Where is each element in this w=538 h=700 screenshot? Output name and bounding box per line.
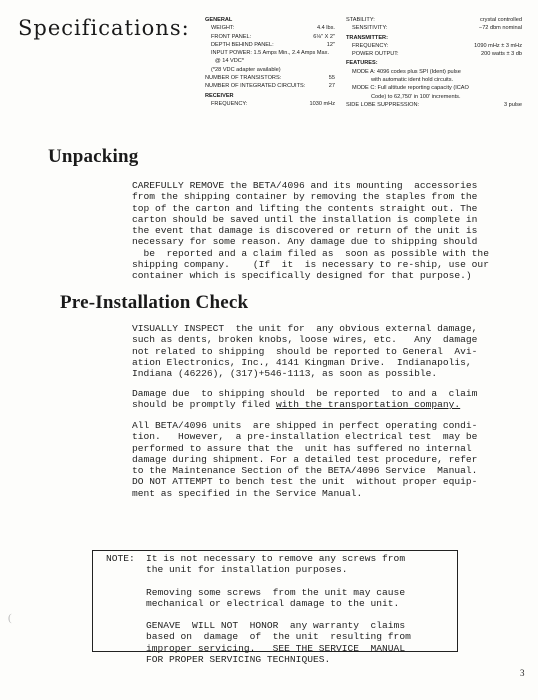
spec-value: 1030 mHz [309,100,335,107]
specifications-right-column [346,16,522,109]
spec-label: FREQUENCY: [352,42,389,49]
spec-row [205,33,335,41]
paragraph-line: ation Electronics, Inc., 4141 Kingman Drive. Indianapolis, [132,356,472,368]
spec-value: 55 [328,75,335,82]
paragraph-line: All BETA/4096 units are shipped in perfect operating condi- [132,420,478,431]
spec-label: SENSITIVITY: [352,25,388,32]
note-line: FOR PROPER SERVICING TECHNIQUES. [146,654,331,666]
spec-label: TRANSMITTER: [346,34,388,41]
spec-label: SIDE LOBE SUPPRESSION: [346,101,420,108]
paragraph-line: ment as specified in the Service Manual. [132,487,363,499]
spec-row [205,66,335,74]
paragraph-line: tion. However, a pre-installation electrical test may be [132,431,478,443]
spec-row [346,59,522,67]
paragraph-line: such as dents, broken knobs, loose wires, etc. Any damage [132,334,478,346]
spec-label: FREQUENCY: [211,100,248,107]
spec-value: 12" [326,41,335,48]
spec-label: (*28 VDC adapter available) [211,66,281,73]
spec-row [205,49,335,57]
note-line: mechanical or electrical damage to the unit. [146,597,400,609]
note-paragraph [146,587,411,610]
page-number: 3 [520,668,525,678]
spec-label: @ 14 VDC* [215,58,244,65]
spec-value: 200 watts ± 3 db [480,51,522,58]
paragraph-line [132,399,477,410]
spec-label: FRONT PANEL: [211,33,252,40]
spec-value: crystal controlled [480,17,522,23]
note-line: It is not necessary to remove any screws from [146,553,406,564]
spec-row [205,57,335,65]
note-paragraph [146,620,411,665]
spec-value: 4.4 lbs. [316,25,335,32]
note-label: NOTE: [106,553,135,564]
spec-row [346,50,522,58]
spec-row [205,82,335,90]
specifications-left-column [205,16,335,108]
spec-value: −72 dbm nominal [478,25,522,32]
note-paragraph [146,553,411,576]
spec-row [346,68,522,76]
spec-label: MODE C: Full altitude reporting capacity (ICAO [352,85,469,92]
paragraph-line: container which is specifically designed for that purpose.) [132,270,472,282]
paragraph-line: the event that damage is discovered or return of the unit is [132,225,478,237]
unpacking-heading: Unpacking [48,146,139,167]
note-line: the unit for installation purposes. [146,564,348,576]
spec-label: FEATURES: [346,60,378,67]
paragraph-line: be reported and a claim filed as soon as possible with the [132,247,489,259]
paragraph-line: carton should be saved until the installation is complete in [132,213,478,225]
spec-label: WEIGHT: [211,25,235,32]
spec-row [346,34,522,42]
paragraph-line: Indiana (46226), (317)+546-1113, as soon as possible. [132,368,438,380]
spec-row [346,101,522,109]
unpacking-paragraph [132,180,489,282]
spec-row [346,24,522,32]
specifications-title: Specifications: [18,16,190,40]
note-content [106,553,446,665]
note-body [146,553,411,665]
note-line: based on damage of the unit resulting from [146,631,411,643]
spec-row [205,100,335,108]
spec-value: 1090 mHz ± 3 mHz [474,42,522,49]
paragraph-line: damage during shipment. For a detailed test procedure, refer [132,453,478,465]
paragraph-line: CAREFULLY REMOVE the BETA/4096 and its mounting accessories [132,180,478,191]
spec-row [346,16,522,24]
paragraph-line: from the shipping container by removing the staples from the [132,191,478,203]
underlined-text: with the transportation company. [275,399,461,411]
spec-row [205,74,335,82]
pre-installation-paragraph-1 [132,323,477,379]
spec-label: DEPTH BEHIND PANEL: [211,41,274,48]
paragraph-line: top of the carton and lifting the contents straight out. The [132,202,478,214]
paragraph-line: to the Maintenance Section of the BETA/4096 Service Manual. [132,465,478,477]
spec-label: Code) to 62,750' in 100' increments. [371,93,461,100]
spec-label: NUMBER OF TRANSISTORS: [205,75,282,82]
paragraph-line: performed to assure that the unit has suffered no internal [132,442,472,454]
spec-row [205,41,335,49]
spec-label: GENERAL [205,17,233,23]
pre-installation-heading: Pre-Installation Check [60,292,249,313]
note-line: Removing some screws from the unit may cause [146,586,406,598]
spec-label: MODE A: 4096 codes plus SPI (Ident) pulse [352,68,461,75]
spec-value: 27 [328,83,335,90]
spec-label: with automatic ident hold circuits. [371,77,454,84]
pre-installation-paragraph-3 [132,420,477,499]
spec-label: STABILITY: [346,17,375,23]
paragraph-text: should be promptly filed [132,399,276,411]
paragraph-line: not related to shipping should be reported to General Avi- [132,345,478,357]
spec-value: 6⅛" X 2" [313,33,335,40]
spec-label: NUMBER OF INTEGRATED CIRCUITS: [205,83,306,90]
paragraph-line: necessary for some reason. Any damage due to shipping should [132,236,478,248]
spec-row [205,92,335,100]
spec-label: RECEIVER [205,92,234,99]
pre-installation-paragraph-2 [132,388,477,411]
spec-row [205,24,335,32]
spec-label: INPUT POWER: 1.5 Amps Min., 2.4 Amps Max. [211,50,330,57]
spec-row [346,84,522,92]
margin-mark: ( [8,612,12,624]
spec-row [346,76,522,84]
spec-row [346,42,522,50]
spec-value: 3 pulse [503,101,522,108]
paragraph-line: DO NOT ATTEMPT to bench test the unit without proper equip- [132,476,478,488]
paragraph-line: shipping company. (If it is necessary to re-ship, use our [132,259,489,271]
note-line: GENAVE WILL NOT HONOR any warranty claims [146,620,406,632]
paragraph-line: VISUALLY INSPECT the unit for any obvious external damage, [132,323,478,334]
spec-row [346,93,522,101]
paragraph-line: Damage due to shipping should be reported to and a claim [132,388,478,399]
note-line: improper servicing. SEE THE SERVICE MANUAL [146,642,406,654]
spec-row [205,16,335,24]
spec-label: POWER OUTPUT: [352,51,399,58]
